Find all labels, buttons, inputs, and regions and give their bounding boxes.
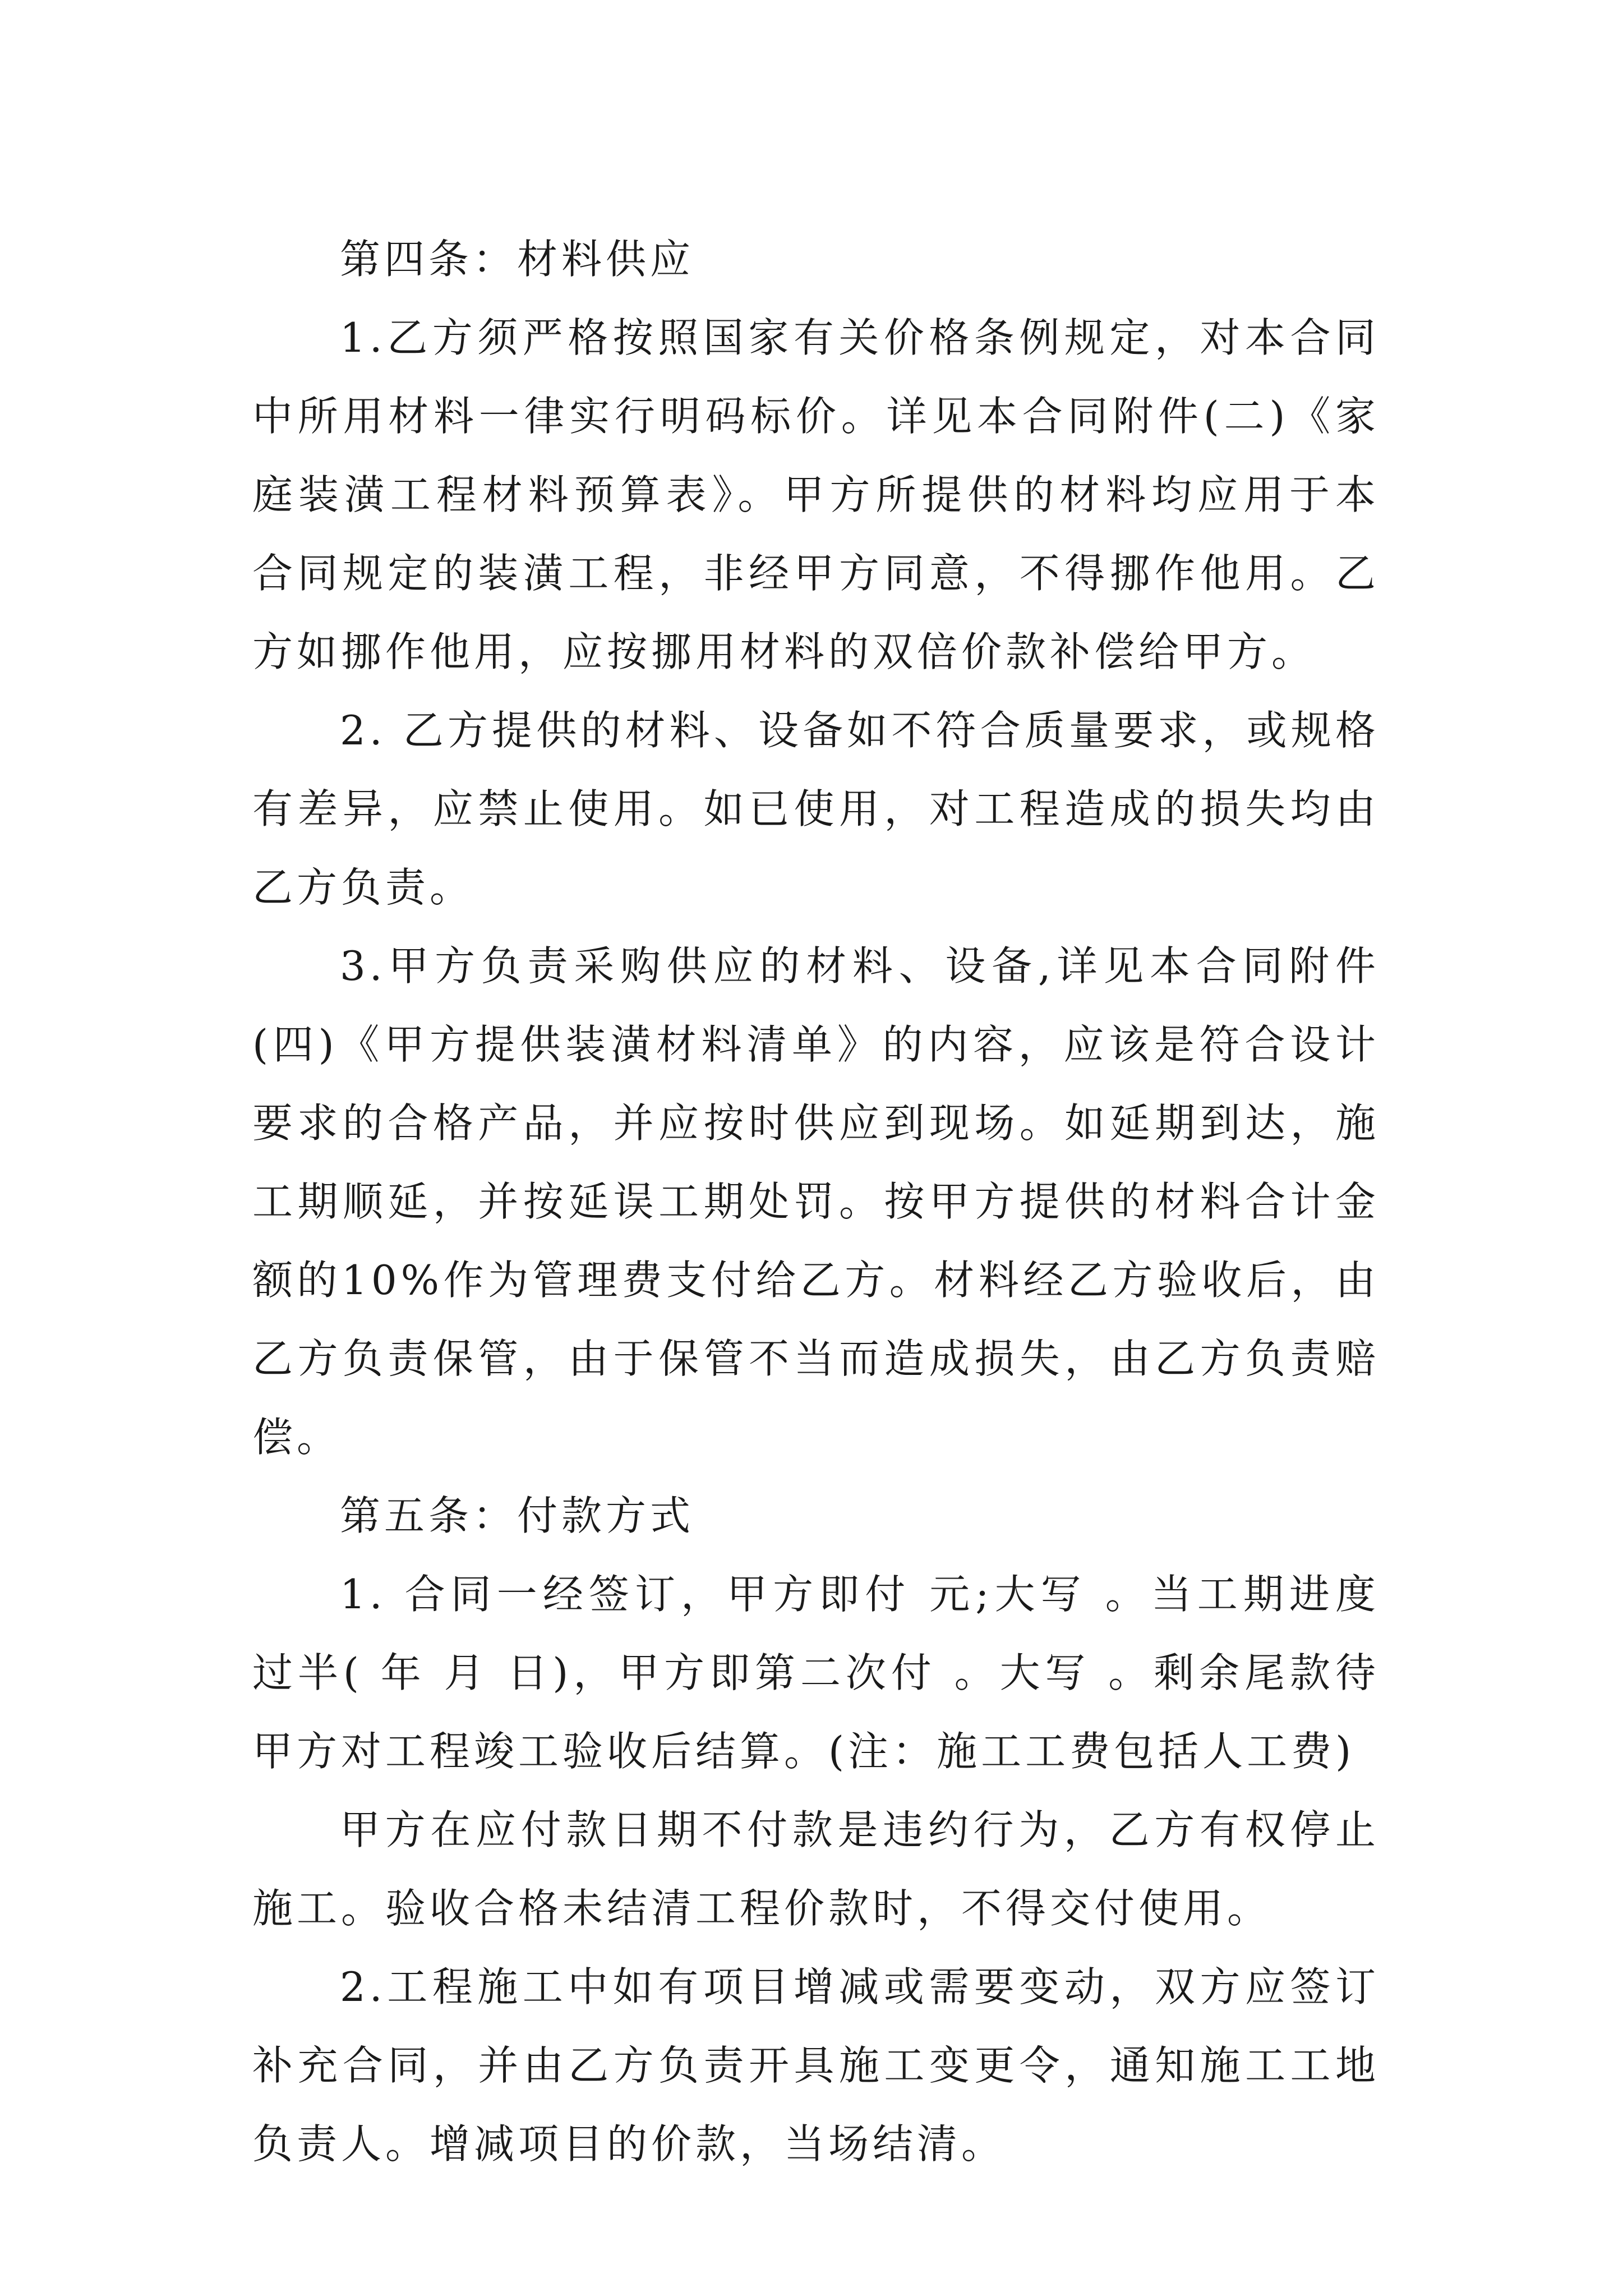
article-5-clause-2: 2.工程施工中如有项目增减或需要变动，双方应签订补充合同，并由乙方负责开具施工变更令，通知施工工地负责人。增减项目的价款，当场结清。 [252, 1963, 1380, 2168]
article-4-heading: 第四条：材料供应 [340, 236, 695, 283]
article-4-clause-1: 1.乙方须严格按照国家有关价格条例规定，对本合同中所用材料一律实行明码标价。详见本合同附件(二)《家庭装潢工程材料预算表》。甲方所提供的材料均应用于本合同规定的装潢工程，非经甲方同意，不得挪作他用。乙方如挪作他用，应按挪用材料的双倍价款补偿给甲方。 [252, 314, 1380, 675]
article-4-clause-2: 2. 乙方提供的材料、设备如不符合质量要求，或规格有差异，应禁止使用。如已使用，对工程造成的损失均由乙方负责。 [252, 707, 1380, 911]
article-5-clause-1-note: 甲方在应付款日期不付款是违约行为，乙方有权停止施工。验收合格未结清工程价款时，不得交付使用。 [252, 1806, 1380, 1932]
article-4-clause-3: 3.甲方负责采购供应的材料、设备,详见本合同附件(四)《甲方提供装潢材料清单》的内容，应该是符合设计要求的合格产品，并应按时供应到现场。如延期到达，施工期顺延，并按延误工期处罚。按甲方提供的材料合计金额的10%作为管理费支付给乙方。材料经乙方验收后，由乙方负责保管，由于保管不当而造成损失，由乙方负责赔偿。 [252, 942, 1380, 1461]
article-5-heading: 第五条：付款方式 [340, 1492, 695, 1539]
article-5-clause-1: 1. 合同一经签订，甲方即付 元;大写 。当工期进度过半( 年 月 日)，甲方即第二次付 。大写 。剩余尾款待甲方对工程竣工验收后结算。(注：施工工费包括人工费) [252, 1571, 1380, 1775]
document-body [252, 220, 1380, 2183]
